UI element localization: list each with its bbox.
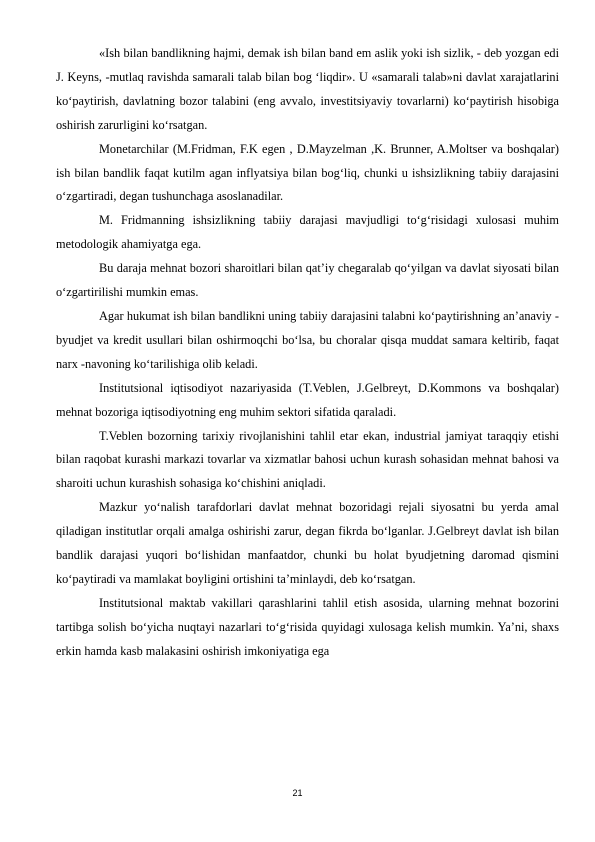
paragraph-government-policy: Agar hukumat ish bilan bandlikni uning tabiiy darajasini talabni ko‘paytirishning an’anaviy - byudjet va kredit usullari bilan oshirmoqchi bo‘lsa, bu choralar qisqa muddat samara keltirib, faqat narx -navoning ko‘tarilishiga olib keladi. [56, 308, 559, 371]
paragraph-monetarists: Monetarchilar (M.Fridman, F.K egen , D.Mayzelman ,K. Brunner, A.Moltser va boshqalar) ish bilan bandlik faqat kutilm agan inflyatsiya bilan bog‘liq, chunki u ishsizlikning tabiiy darajasini o‘zgartiradi, degan tushunchaga asoslanadilar. [56, 141, 559, 204]
paragraph-labor-market-limits: Bu daraja mehnat bozori sharoitlari bilan qat’iy chegaralab qo‘yilgan va davlat siyosati bilan o‘zgartirilishi mumkin emas. [56, 261, 559, 300]
paragraph-veblen: T.Veblen bozorning tarixiy rivojlanishini tahlil etar ekan, industrial jamiyat taraqqiy etishi bilan raqobat kurashi markazi tovarlar va xizmatlar bahosi uchun kurash sohasidan mehnat bahosi va sharoiti uchun kurashish sohasiga ko‘chishini aniqladi. [56, 428, 559, 491]
paragraph-keyns-effective-demand: «Ish bilan bandlikning hajmi, demak ish bilan band em aslik yoki ish sizlik, - deb yozgan edi J. Keyns, -mutlaq ravishda samarali talab bilan bog ‘liqdir». U «samarali talab»ni davlat xarajatlarini ko‘paytirish, davlatning bozor talabini (eng avvalo, investitsiyaviy tovarlarni) ko‘paytirish hisobiga oshirish zarurligini ko‘rsatgan. [56, 46, 559, 132]
paragraph-gelbreyt: Mazkur yo‘nalish tarafdorlari davlat mehnat bozoridagi rejali siyosatni bu yerda amal qiladigan institutlar orqali amalga oshirishi zarur, degan fikrda bo‘lganlar. J.Gelbreyt davlat ish bilan bandlik darajasi yuqori bo‘lishidan manfaatdor, chunki bu holat byudjetning daromad qismini ko‘paytiradi va mamlakat boyligini ortishini ta’minlaydi, deb ko‘rsatgan. [56, 500, 559, 586]
paragraph-institutional-theory: Institutsional iqtisodiyot nazariyasida (T.Veblen, J.Gelbreyt, D.Kommons va boshqalar) mehnat bozoriga iqtisodiyotning eng muhim sektori sifatida qaraladi. [56, 380, 559, 419]
body-text [56, 42, 559, 664]
paragraph-institutional-conclusion: Institutsional maktab vakillari qarashlarini tahlil etish asosida, ularning mehnat bozorini tartibga solish bo‘yicha nuqtayi nazarlari to‘g‘risida quyidagi xulosaga kelish mumkin. Ya’ni, shaxs erkin hamda kasb malakasini oshirish imkoniyatiga ega [56, 595, 559, 658]
paragraph-fridman-natural-rate: M. Fridmanning ishsizlikning tabiiy darajasi mavjudligi to‘g‘risidagi xulosasi muhim metodologik ahamiyatga ega. [56, 213, 559, 252]
page-number: 21 [292, 788, 303, 798]
